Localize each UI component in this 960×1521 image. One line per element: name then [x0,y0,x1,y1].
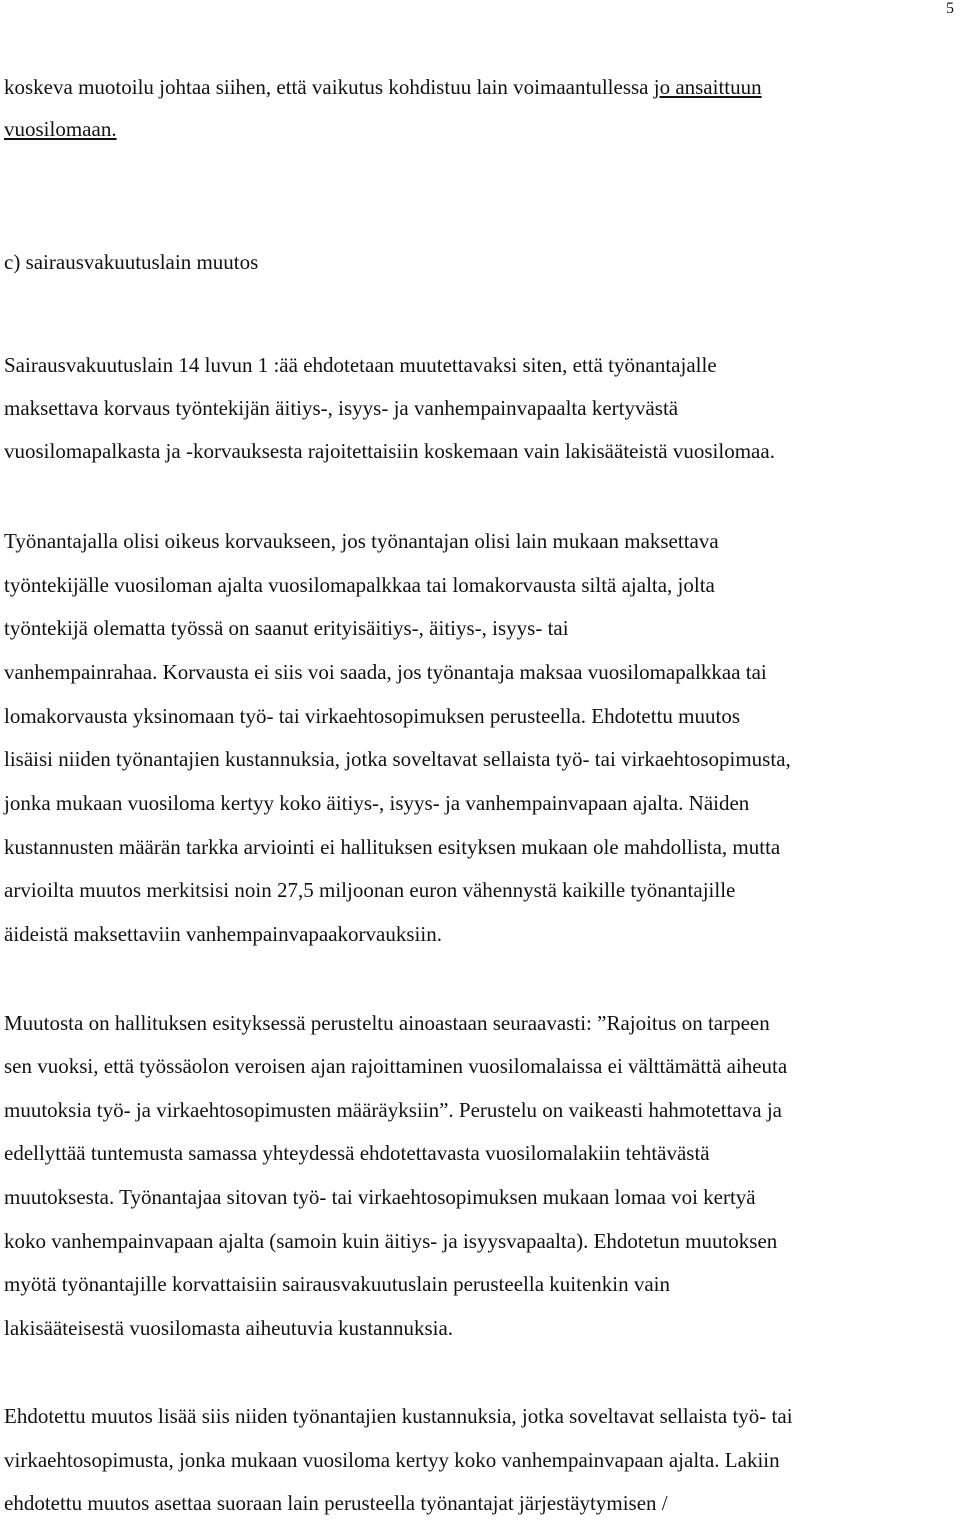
paragraph-3-line: lomakorvausta yksinomaan työ- tai virkaehtosopimuksen perusteella. Ehdotettu muutos [4,704,741,728]
paragraph-3-line: arvioilta muutos merkitsisi noin 27,5 miljoonan euron vähennystä kaikille työnantajille [4,878,736,902]
paragraph-1-line-1 [4,77,762,98]
paragraph-5-line: Ehdotettu muutos lisää siis niiden työnantajien kustannuksia, jotka soveltavat sellaista työ- tai [4,1404,793,1428]
paragraph-3-line: lisäisi niiden työnantajien kustannuksia, jotka soveltavat sellaista työ- tai virkaehtosopimusta, [4,747,791,771]
paragraph-4-line: sen vuoksi, että työssäolon veroisen ajan rajoittaminen vuosilomalaissa ei välttämättä aiheuta [4,1054,788,1078]
paragraph-3-line: vanhempainrahaa. Korvausta ei siis voi saada, jos työnantaja maksaa vuosilomapalkkaa tai [4,660,767,684]
paragraph-3-line: työntekijälle vuosiloman ajalta vuosilomapalkkaa tai lomakorvausta siltä ajalta, jolta [4,573,715,597]
paragraph-4-line: myötä työnantajille korvattaisiin sairausvakuutuslain perusteella kuitenkin vain [4,1272,671,1296]
page-number: 5 [946,0,954,17]
section-heading: c) sairausvakuutuslain muutos [4,250,259,274]
paragraph-3-line: äideistä maksettaviin vanhempainvapaakorvauksiin. [4,922,442,946]
paragraph-4-line: muutoksia työ- ja virkaehtosopimusten määräyksiin”. Perustelu on vaikeasti hahmotettava ja [4,1098,782,1122]
paragraph-3-line: kustannusten määrän tarkka arviointi ei hallituksen esityksen mukaan ole mahdollista, mutta [4,835,781,859]
underlined-text: jo ansaittuun [653,75,762,99]
paragraph-4-line: koko vanhempainvapaan ajalta (samoin kuin äitiys- ja isyysvapaalta). Ehdotetun muutoksen [4,1229,778,1253]
paragraph-5-line: ehdotettu muutos asettaa suoraan lain perusteella työnantajat järjestäytymisen / [4,1491,668,1515]
paragraph-2-line: Sairausvakuutuslain 14 luvun 1 :ää ehdotetaan muutettavaksi siten, että työnantajalle [4,353,717,377]
paragraph-1-text: koskeva muotoilu johtaa siihen, että vaikutus kohdistuu lain voimaantullessa [4,75,654,99]
paragraph-4-line: Muutosta on hallituksen esityksessä perusteltu ainoastaan seuraavasti: ”Rajoitus on tarpeen [4,1011,770,1035]
paragraph-2-line: vuosilomapalkasta ja -korvauksesta rajoitettaisiin koskemaan vain lakisääteistä vuosilomaa. [4,439,775,463]
paragraph-3-line: Työnantajalla olisi oikeus korvaukseen, jos työnantajan olisi lain mukaan maksettava [4,529,719,553]
paragraph-3-line: jonka mukaan vuosiloma kertyy koko äitiys-, isyys- ja vanhempainvapaan ajalta. Näiden [4,791,750,815]
paragraph-4-line: lakisääteisestä vuosilomasta aiheutuvia kustannuksia. [4,1316,454,1340]
paragraph-3-line: työntekijä olematta työssä on saanut erityisäitiys-, äitiys-, isyys- tai [4,616,569,640]
paragraph-2-line: maksettava korvaus työntekijän äitiys-, isyys- ja vanhempainvapaalta kertyvästä [4,396,679,420]
paragraph-1-line-2: vuosilomaan. [4,117,117,141]
paragraph-5-line: virkaehtosopimusta, jonka mukaan vuosiloma kertyy koko vanhempainvapaan ajalta. Lakiin [4,1448,780,1472]
paragraph-4-line: edellyttää tuntemusta samassa yhteydessä ehdotettavasta vuosilomalakiin tehtävästä [4,1141,710,1165]
paragraph-4-line: muutoksesta. Työnantajaa sitovan työ- tai virkaehtosopimuksen mukaan lomaa voi kertyä [4,1185,756,1209]
